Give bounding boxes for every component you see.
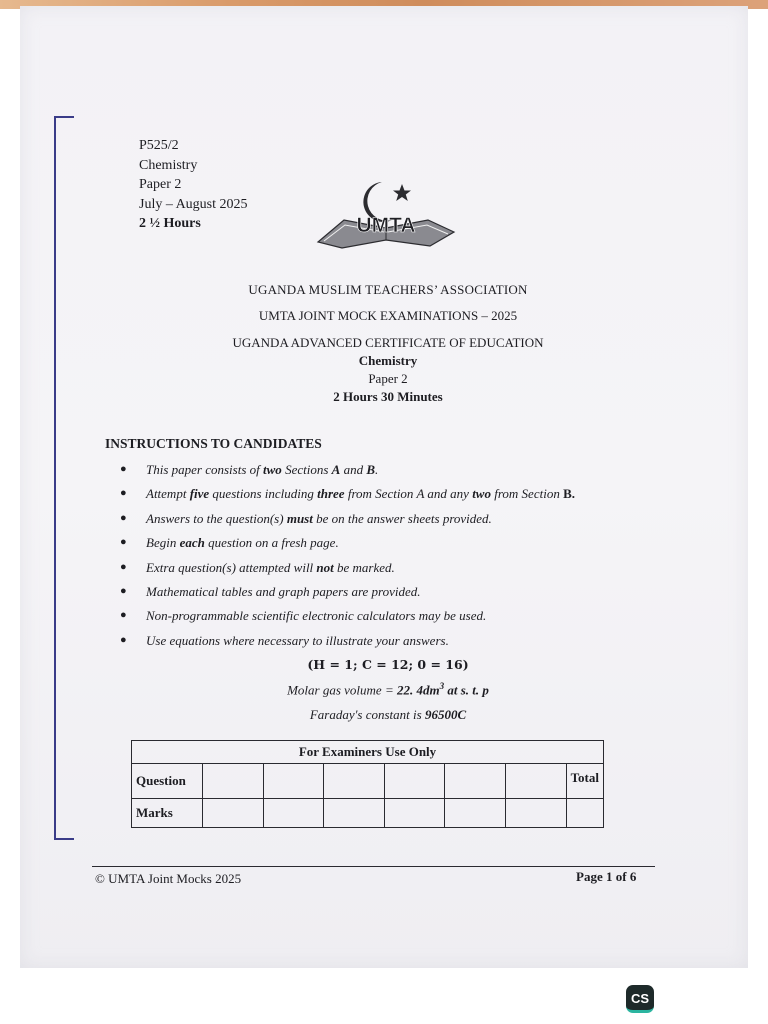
question-cell bbox=[263, 764, 324, 799]
question-label: Question bbox=[132, 764, 203, 799]
question-cell bbox=[445, 764, 506, 799]
bullet-icon: ● bbox=[120, 584, 127, 597]
paper-subject: Chemistry bbox=[139, 157, 198, 173]
paper-header bbox=[139, 136, 248, 234]
margin-bracket bbox=[54, 116, 74, 840]
footer-copyright: © UMTA Joint Mocks 2025 bbox=[95, 871, 242, 886]
instruction-item: ● Extra question(s) attempted will not be marked. bbox=[120, 559, 395, 575]
question-cell bbox=[324, 764, 385, 799]
association-title: UGANDA MUSLIM TEACHERS’ ASSOCIATION bbox=[248, 282, 528, 297]
bullet-icon: ● bbox=[120, 463, 127, 475]
marks-row bbox=[132, 799, 604, 828]
question-cell bbox=[505, 764, 566, 799]
atomic-masses: (H = 1; C = 12; 0 = 16) bbox=[307, 657, 469, 672]
instructions-list bbox=[120, 462, 575, 657]
instruction-item: ● Mathematical tables and graph papers are provided. bbox=[120, 583, 421, 599]
marks-cell bbox=[505, 799, 566, 828]
bullet-icon: ● bbox=[120, 560, 127, 573]
examiner-table-title: For Examiners Use Only bbox=[132, 741, 604, 764]
camscanner-badge: CS bbox=[626, 985, 654, 1013]
marks-cell bbox=[202, 799, 263, 828]
examiner-table bbox=[131, 740, 604, 828]
footer-divider bbox=[92, 866, 655, 867]
molar-gas-volume: Molar gas volume = 22. $4dm^3$ at s. t. p bbox=[287, 681, 489, 698]
question-cell bbox=[202, 764, 263, 799]
bullet-icon: ● bbox=[120, 633, 127, 646]
total-label: Total bbox=[566, 764, 603, 799]
paper-session: July – August 2025 bbox=[139, 196, 248, 212]
bullet-icon: ● bbox=[120, 536, 127, 549]
instruction-item: ● This paper consists of two Sections A and B. bbox=[120, 462, 379, 477]
instruction-item: ● Attempt five questions including three from Section A and any two from Section B. bbox=[120, 486, 575, 502]
paper-duration: 2 ½ Hours bbox=[139, 216, 201, 231]
exam-title: UMTA JOINT MOCK EXAMINATIONS – 2025 bbox=[258, 308, 518, 323]
subject-title: Chemistry bbox=[358, 353, 418, 368]
marks-cell bbox=[263, 799, 324, 828]
umta-logo bbox=[314, 176, 459, 251]
marks-cell bbox=[324, 799, 385, 828]
instructions-heading: INSTRUCTIONS TO CANDIDATES bbox=[105, 436, 322, 451]
paper-title: Paper 2 bbox=[368, 371, 408, 386]
bullet-icon: ● bbox=[120, 487, 127, 500]
certificate-title: UGANDA ADVANCED CERTIFICATE OF EDUCATION bbox=[232, 335, 544, 350]
paper-number: Paper 2 bbox=[139, 177, 182, 192]
question-row bbox=[132, 764, 604, 799]
bullet-icon: ● bbox=[120, 609, 127, 622]
paper-code: P525/2 bbox=[139, 138, 179, 153]
page-number: Page 1 of 6 bbox=[576, 869, 637, 884]
question-cell bbox=[384, 764, 445, 799]
total-cell bbox=[566, 799, 603, 828]
instruction-item: ● Answers to the question(s) must be on the answer sheets provided. bbox=[120, 510, 492, 526]
bullet-icon: ● bbox=[120, 511, 127, 524]
marks-label: Marks bbox=[132, 799, 203, 828]
instruction-item: ● Use equations where necessary to illustrate your answers. bbox=[120, 632, 449, 648]
instruction-item: ● Begin each question on a fresh page. bbox=[120, 535, 339, 551]
marks-cell bbox=[445, 799, 506, 828]
faraday-constant: Faraday's constant is 96500C bbox=[309, 707, 467, 722]
logo-text: UMTA bbox=[356, 214, 416, 237]
marks-cell bbox=[384, 799, 445, 828]
duration-title: 2 Hours 30 Minutes bbox=[333, 389, 443, 404]
instruction-item: ● Non-programmable scientific electronic calculators may be used. bbox=[120, 608, 487, 624]
